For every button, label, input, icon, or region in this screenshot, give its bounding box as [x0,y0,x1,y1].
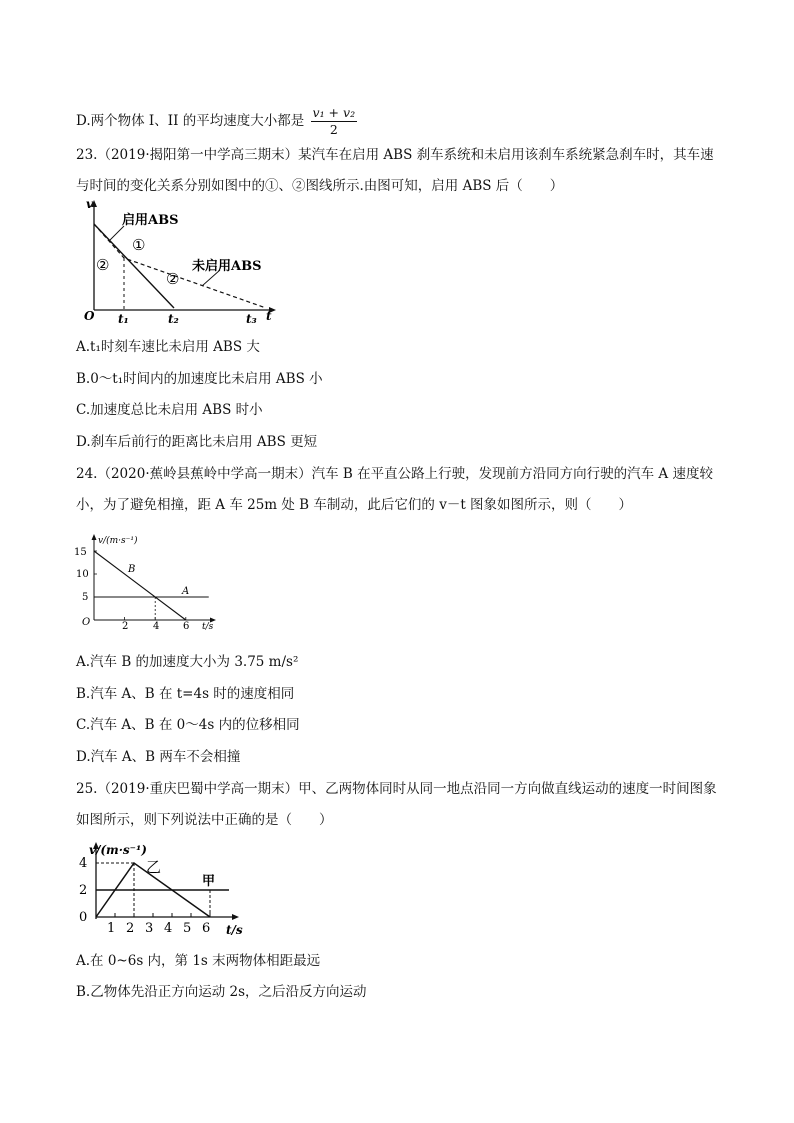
q23-figure [80,198,280,326]
q23-option-b: B.0～t₁时间内的加速度比未启用 ABS 小 [76,371,323,387]
q25-option-b: B.乙物体先沿正方向运动 2s，之后沿反方向运动 [76,984,367,1000]
q24-y-tick-15: 15 [74,547,87,558]
q25-y-tick-0: 0 [79,910,88,925]
q24-option-a: A.汽车 B 的加速度大小为 3.75 m/s² [76,654,299,670]
q25-x-tick-1: 1 [107,921,116,936]
q25-x-tick-5: 5 [183,921,192,936]
fraction [311,105,358,138]
q23-option-c: C.加速度总比未启用 ABS 时小 [76,402,263,418]
q24-x-tick-4: 4 [153,621,160,632]
q24-y-label: v/(m·s⁻¹) [98,536,138,546]
q25-y-label: v/(m·s⁻¹) [89,843,147,857]
q23-v-label: v [86,198,93,211]
q23-abs-pointer [110,226,124,240]
q25-x-tick-4: 4 [164,921,173,936]
q25-x-tick-2: 2 [126,921,135,936]
q23-option-d: D.刹车后前行的距离比未启用 ABS 更短 [76,434,318,450]
q25-option-a: A.在 0~6s 内，第 1s 末两物体相距最远 [76,953,321,969]
q24-plot [92,534,217,623]
q25-y-tick-4: 4 [79,856,88,871]
q24-y-tick-5: 5 [82,592,89,603]
q24-figure [72,532,222,632]
q23-t2-label: t₂ [168,312,179,326]
q25-figure [76,840,252,936]
q24-option-c: C.汽车 A、B 在 0～4s 内的位移相同 [76,717,300,733]
q25-series-yi-label: 乙 [146,858,162,876]
q24-stem-line1: 24.（2020·蕉岭县蕉岭中学高一期末）汽车 B 在平直公路上行驶，发现前方沿同方向行驶的汽车 A 速度较 [76,466,713,482]
q23-stem-line2: 与时间的变化关系分别如图中的①、②图线所示.由图可知，启用 ABS 后（ ） [76,178,564,194]
q23-circle-2a: ② [96,256,110,274]
q24-series-b-label: B [128,564,136,575]
q24-origin: O [82,617,91,628]
q24-x-tick-6: 6 [183,621,190,632]
q23-circle-2b: ② [166,270,180,288]
q24-stem-line2: 小，为了避免相撞，距 A 车 25m 处 B 车制动，此后它们的 v－t 图象如图所示，则（ ） [76,497,633,513]
q25-stem-line1: 25.（2019·重庆巴蜀中学高一期末）甲、乙两物体同时从同一地点沿同一方向做直线运动的速度一时间图象 [76,781,717,797]
q25-x-tick-6: 6 [202,921,211,936]
q23-abs-label: 启用ABS [122,213,179,228]
q25-x-arrow [232,914,239,920]
q23-t-label: t [266,309,272,323]
q24-x-tick-2: 2 [122,621,129,632]
q24-x-label: t/s [202,622,214,632]
q25-series-jia-label: 甲 [202,874,216,889]
q23-t3-label: t₃ [246,312,257,326]
q25-x-label: t/s [226,923,243,936]
q25-y-tick-2: 2 [79,883,88,898]
fraction-denominator: 2 [329,122,338,137]
q22-option-d-text: D.两个物体 I、II 的平均速度大小都是 [76,113,305,129]
q22-option-d [76,105,357,138]
q23-option-a: A.t₁时刻车速比未启用 ABS 大 [76,339,260,355]
q24-y-tick-10: 10 [76,569,89,580]
q24-option-b: B.汽车 A、B 在 t=4s 时的速度相同 [76,686,295,702]
q25-stem-line2: 如图所示，则下列说法中正确的是（ ） [76,812,333,828]
q23-noabs-label: 未启用ABS [192,259,262,274]
q23-circle-1: ① [132,236,146,254]
q24-option-d: D.汽车 A、B 两车不会相撞 [76,749,241,765]
q24-series-a-label: A [182,586,190,597]
q23-origin: O [84,309,95,323]
q23-stem-line1: 23.（2019·揭阳第一中学高三期末）某汽车在启用 ABS 刹车系统和未启用该刹车系统紧急刹车时，其车速 [76,147,714,163]
q23-t1-label: t₁ [118,312,129,326]
q25-x-tick-3: 3 [145,921,154,936]
fraction-numerator: v₁ + v₂ [312,105,356,120]
q24-series-line-B [94,551,186,620]
q24-y-arrow [92,534,97,540]
